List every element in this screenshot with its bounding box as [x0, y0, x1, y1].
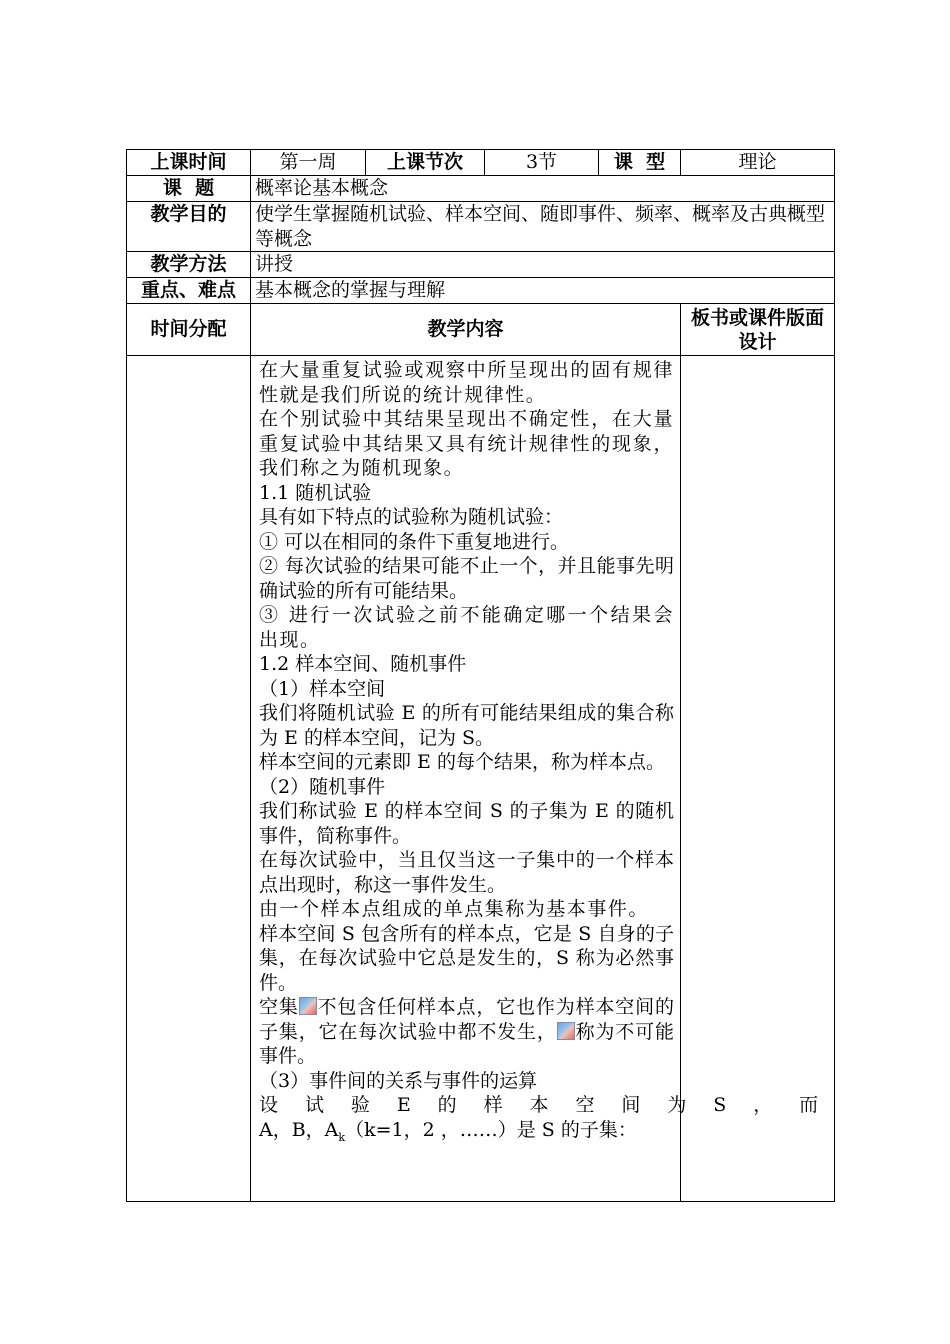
class-type-label: 课 型: [599, 150, 681, 176]
goal-value: 使学生掌握随机试验、样本空间、随即事件、频率、概率及古典概型等概念: [251, 202, 835, 252]
paragraph: 样本空间 S 包含所有的样本点，它是 S 自身的子集，在每次试验中它总是发生的，S 称为必然事件。: [259, 922, 674, 994]
paragraph: 我们将随机试验 E 的所有可能结果组成的集合称为 E 的样本空间，记为 S。: [259, 702, 674, 749]
paragraph: 在每次试验中，当且仅当这一子集中的一个样本点出现时，称这一事件发生。: [259, 849, 674, 896]
section-heading: 1.2 样本空间、随机事件: [259, 653, 467, 675]
paragraph: [259, 995, 674, 1069]
paragraph: 我们称试验 E 的样本空间 S 的子集为 E 的随机事件，简称事件。: [259, 800, 674, 847]
class-period-value: 3节: [485, 150, 599, 176]
teaching-content-cell: [251, 356, 829, 1202]
paragraph: [259, 1118, 674, 1150]
time-allocation-cell: [127, 356, 251, 1202]
paragraph: 由一个样本点组成的单点集称为基本事件。: [259, 898, 649, 920]
board-design-cell: [681, 356, 835, 1202]
col-board-header: 板书或课件版面设计: [681, 304, 835, 356]
list-item: ③ 进行一次试验之前不能确定哪一个结果会出现。: [259, 604, 674, 651]
list-item: ② 每次试验的结果可能不止一个，并且能事先明确试验的所有可能结果。: [259, 555, 674, 602]
list-item: ① 可以在相同的条件下重复地进行。: [259, 530, 570, 553]
text-run: 称为不可能事件。: [259, 1020, 674, 1067]
subscript: k: [338, 1130, 346, 1144]
paragraph: 在大量重复试验或观察中所呈现出的固有规律性就是我们所说的统计规律性。: [259, 359, 674, 406]
paragraph: 具有如下特点的试验称为随机试验：: [259, 506, 564, 528]
paragraph: 样本空间的元素即 E 的每个结果，称为样本点。: [259, 751, 665, 773]
topic-label: 课 题: [127, 176, 251, 202]
subsection-heading: （2）随机事件: [259, 775, 386, 798]
paragraph: 在个别试验中其结果呈现出不确定性，在大量重复试验中其结果又具有统计规律性的现象，我们称之为随机现象。: [259, 408, 674, 479]
class-time-value: 第一周: [251, 150, 366, 176]
text-run: A，B，A: [259, 1118, 339, 1141]
class-time-label: 上课时间: [127, 150, 251, 176]
empty-set-image-icon: [557, 1022, 575, 1040]
col-content-header: 教学内容: [251, 304, 681, 356]
method-value: 讲授: [251, 252, 835, 278]
focus-label: 重点、难点: [127, 278, 251, 304]
text-run: 空集: [259, 996, 299, 1018]
empty-set-image-icon: [299, 997, 317, 1015]
text-run: （k=1，2 ，……）是 S 的子集：: [345, 1118, 637, 1141]
class-period-label: 上课节次: [366, 150, 485, 176]
class-type-value: 理论: [681, 150, 835, 176]
text-run: 不包含任何样本点，它也作为样本空间的子集，它在每次试验中都不发生，: [259, 996, 674, 1043]
col-time-header: 时间分配: [127, 304, 251, 356]
paragraph: 设 试 验 E 的 样 本 空 间 为 S ， 而: [259, 1094, 829, 1116]
subsection-heading: （3）事件间的关系与事件的运算: [259, 1069, 538, 1092]
goal-label: 教学目的: [127, 202, 251, 252]
topic-value: 概率论基本概念: [251, 176, 835, 202]
section-heading: 1.1 随机试验: [259, 481, 372, 504]
subsection-heading: （1）样本空间: [259, 677, 386, 700]
lesson-plan-table: [126, 149, 835, 1202]
method-label: 教学方法: [127, 252, 251, 278]
focus-value: 基本概念的掌握与理解: [251, 278, 835, 304]
